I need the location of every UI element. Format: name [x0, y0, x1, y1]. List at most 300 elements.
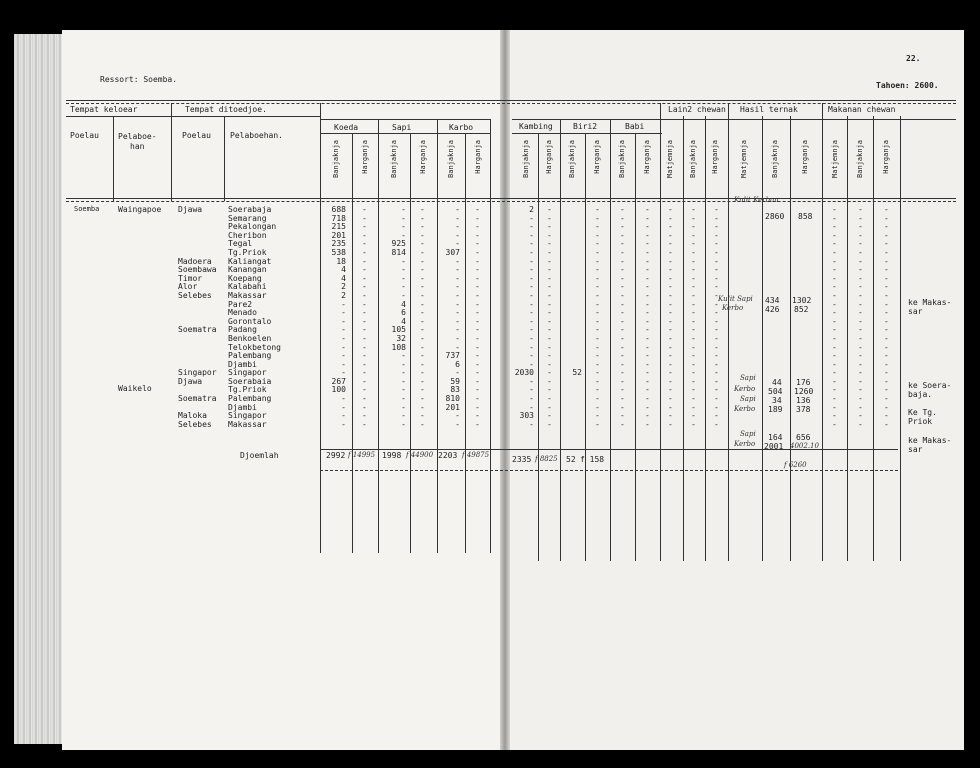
cell: Soematra [178, 325, 217, 335]
cell: - [832, 205, 837, 214]
cell: - [341, 342, 346, 352]
cell: - [714, 385, 719, 395]
cell: - [420, 265, 425, 275]
cell: - [362, 213, 367, 223]
cell: - [420, 205, 425, 214]
cell: - [884, 359, 889, 369]
vh-babi-h: Harganja [643, 140, 651, 174]
hasil-note-3b: Kerbo [734, 385, 756, 393]
cell: - [595, 385, 600, 395]
cell: - [858, 239, 863, 249]
cell: - [714, 239, 719, 249]
cell: Soematra [178, 394, 217, 404]
cell: - [668, 205, 673, 214]
cell: - [858, 299, 863, 309]
cell: - [595, 205, 600, 214]
karbo-banjaknja-column [440, 206, 460, 429]
cell: - [547, 351, 552, 361]
cell: - [475, 222, 480, 232]
cell: - [832, 411, 837, 421]
cell: - [714, 419, 719, 429]
cell: - [714, 308, 719, 318]
hdr-makanan: Makanan chewan [828, 105, 896, 114]
hasil-b-2: 434 [765, 296, 780, 305]
cell [178, 335, 217, 344]
cell: - [547, 385, 552, 395]
cell: 4 [401, 316, 406, 326]
cell: - [884, 351, 889, 361]
hdr-babi: Babi [625, 122, 645, 131]
cell: - [714, 359, 719, 369]
hasil-b-5: 504 [768, 387, 783, 396]
cell: - [620, 222, 625, 232]
hasil-b-9: 2001 [764, 442, 784, 451]
cell: Palembang [228, 394, 272, 404]
sapi-banjaknja-column [382, 206, 406, 429]
vline-6 [378, 119, 379, 553]
cell: - [714, 290, 719, 300]
hasil-note-4a: Sapi [740, 395, 756, 403]
cell: - [455, 419, 460, 429]
cell: - [529, 256, 534, 266]
cell: Madoera [178, 256, 212, 266]
cell: - [832, 247, 837, 257]
cell: Benkoelen [228, 333, 272, 343]
cell: - [858, 411, 863, 421]
cell: - [362, 273, 367, 283]
cell: - [832, 239, 837, 249]
total-koeda-h: f 14995 [348, 451, 376, 459]
total-biri-b: 52 [566, 455, 576, 464]
cell: 83 [450, 385, 460, 395]
cell: - [620, 239, 625, 249]
cell: - [475, 376, 480, 386]
cell [178, 309, 217, 318]
cell: - [832, 265, 837, 275]
cell: - [668, 411, 673, 421]
cell: - [362, 222, 367, 232]
cell: - [691, 368, 696, 378]
cell: - [714, 351, 719, 361]
cell: - [832, 213, 837, 223]
cell: - [475, 411, 480, 421]
cell: Telokbetong [228, 342, 281, 352]
vh-karbo-b: Banjaknja [447, 140, 455, 178]
cell: - [595, 376, 600, 386]
cell: - [547, 256, 552, 266]
cell: - [529, 402, 534, 412]
cell: - [645, 290, 650, 300]
cell: - [595, 333, 600, 343]
cell: - [714, 411, 719, 421]
hdr-tempat-keloear: Tempat keloear [70, 105, 138, 114]
cell: - [420, 376, 425, 386]
cell: - [420, 222, 425, 232]
cell: - [884, 402, 889, 412]
cell: Kaliangat [228, 256, 272, 266]
cell: - [714, 325, 719, 335]
cell: 538 [331, 247, 346, 257]
cell: Kanangan [228, 265, 267, 275]
cell: - [362, 239, 367, 249]
cell: - [401, 411, 406, 421]
cell: - [547, 333, 552, 343]
cell: - [420, 368, 425, 378]
kambing-banjaknja-column [510, 206, 534, 429]
cell: - [620, 402, 625, 412]
cell [178, 352, 217, 361]
cell: - [420, 359, 425, 369]
cell: - [668, 230, 673, 240]
cell: - [714, 316, 719, 326]
cell: - [858, 265, 863, 275]
cell: - [341, 333, 346, 343]
hasil-note-4b: Kerbo [734, 405, 756, 413]
cell: Kalabahi [228, 282, 267, 292]
cell: Selebes [178, 419, 212, 429]
cell: - [362, 290, 367, 300]
cell: - [455, 265, 460, 275]
cell: - [341, 419, 346, 429]
cell: - [668, 256, 673, 266]
vh-lain-h: Harganja [711, 140, 719, 174]
cell: - [362, 359, 367, 369]
cell: - [620, 265, 625, 275]
dest-pelaboehan-column [228, 206, 281, 429]
cell: - [547, 265, 552, 275]
cell: - [691, 239, 696, 249]
cell: - [475, 213, 480, 223]
cell: Djawa [178, 376, 203, 386]
cell: - [714, 205, 719, 214]
cell: - [362, 385, 367, 395]
cell: - [620, 316, 625, 326]
cell: - [362, 316, 367, 326]
cell: - [475, 247, 480, 257]
cell: - [832, 222, 837, 232]
cell: 2 [529, 205, 534, 214]
cell: 32 [396, 333, 406, 343]
vline-20 [762, 116, 763, 561]
vline-22 [822, 103, 823, 561]
vh-lain-m: Matjemnja [666, 140, 674, 178]
rule-top [66, 100, 956, 101]
cell: - [691, 273, 696, 283]
cell: - [645, 282, 650, 292]
cell: - [620, 333, 625, 343]
total-hasil-h: f 6260 [784, 461, 807, 469]
cell: 2 [341, 282, 346, 292]
cell: - [832, 342, 837, 352]
cell: - [620, 385, 625, 395]
cell: - [691, 419, 696, 429]
cell: - [884, 308, 889, 318]
cell: - [884, 213, 889, 223]
hasil-note-5a: Sapi [740, 430, 756, 438]
cell: - [620, 376, 625, 386]
cell: - [884, 247, 889, 257]
cell: - [529, 299, 534, 309]
cell: - [884, 376, 889, 386]
cell: - [645, 256, 650, 266]
cell: 105 [391, 325, 406, 335]
cell: - [362, 419, 367, 429]
cell: 688 [331, 205, 346, 214]
cell: - [714, 342, 719, 352]
makanan-banjak-column [858, 206, 863, 429]
cell: - [620, 247, 625, 257]
cell: - [475, 333, 480, 343]
cell: - [832, 402, 837, 412]
cell: - [475, 256, 480, 266]
cell: - [620, 394, 625, 404]
cell: - [858, 230, 863, 240]
cell: - [884, 282, 889, 292]
cell: - [455, 205, 460, 214]
cell: - [884, 230, 889, 240]
vline-17 [683, 116, 684, 561]
cell: - [547, 273, 552, 283]
cell: - [668, 342, 673, 352]
cell: - [475, 265, 480, 275]
cell: - [362, 368, 367, 378]
cell: Singapor [228, 411, 267, 421]
vline-18 [705, 116, 706, 561]
origin-pelaboehan-1: Waingapoe [118, 205, 162, 214]
hasil-h-3: 852 [794, 305, 809, 314]
biri-banjaknja-column [562, 206, 582, 429]
cell: - [475, 273, 480, 283]
cell: - [341, 316, 346, 326]
cell: Menado [228, 308, 257, 318]
cell: - [714, 299, 719, 309]
cell: - [475, 351, 480, 361]
total-karbo-h: f 49875 [462, 451, 490, 459]
cell: - [362, 308, 367, 318]
hasil-note-2b: Kerbo [722, 304, 744, 312]
cell: Semarang [228, 213, 267, 223]
cell [178, 301, 217, 310]
cell: - [362, 247, 367, 257]
cell: - [858, 290, 863, 300]
cell: - [884, 273, 889, 283]
cell: - [832, 325, 837, 335]
cell: - [858, 325, 863, 335]
cell: - [547, 239, 552, 249]
cell: - [668, 273, 673, 283]
cell: - [691, 230, 696, 240]
cell: - [420, 325, 425, 335]
cell: - [714, 230, 719, 240]
cell: - [620, 213, 625, 223]
cell: - [645, 308, 650, 318]
cell: - [475, 402, 480, 412]
cell: - [455, 213, 460, 223]
cell: 925 [391, 239, 406, 249]
cell: - [832, 385, 837, 395]
cell: - [420, 299, 425, 309]
cell: - [455, 222, 460, 232]
cell: - [858, 368, 863, 378]
hdr-sapi: Sapi [392, 123, 412, 132]
cell: - [529, 316, 534, 326]
lain-harga-column [714, 206, 719, 429]
cell: - [858, 333, 863, 343]
cell: - [420, 333, 425, 343]
cell: - [884, 411, 889, 421]
cell: - [832, 419, 837, 429]
cell: - [420, 316, 425, 326]
vline-19 [728, 103, 729, 561]
cell: - [595, 359, 600, 369]
total-kambing-h: f 8825 [535, 455, 558, 463]
cell: - [620, 411, 625, 421]
cell: - [595, 230, 600, 240]
cell: - [620, 419, 625, 429]
cell: - [691, 222, 696, 232]
cell: - [401, 282, 406, 292]
cell: - [529, 230, 534, 240]
vline-9 [465, 133, 466, 553]
hdr-poelau-2: Poelau [182, 131, 211, 140]
cell: - [401, 290, 406, 300]
cell: - [714, 376, 719, 386]
cell: - [832, 256, 837, 266]
cell: - [475, 282, 480, 292]
cell: - [858, 256, 863, 266]
babi-harganja-column [645, 206, 650, 429]
cell: Gorontalo [228, 316, 272, 326]
vline-1 [113, 116, 114, 201]
hasil-b-6: 34 [772, 396, 782, 405]
cell: - [455, 230, 460, 240]
cell: - [455, 325, 460, 335]
cell: - [475, 342, 480, 352]
cell: 6 [401, 308, 406, 318]
cell: 52 [572, 368, 582, 378]
vh-hasil-h: Harganja [801, 140, 809, 174]
cell: - [858, 282, 863, 292]
cell: - [362, 299, 367, 309]
cell: - [341, 402, 346, 412]
vh-karbo-h: Harganja [474, 140, 482, 174]
cell: - [668, 402, 673, 412]
vh-koeda-b: Banjaknja [332, 140, 340, 178]
cell: - [645, 419, 650, 429]
cell: - [362, 351, 367, 361]
cell: - [401, 376, 406, 386]
vline-12 [560, 119, 561, 561]
cell: 201 [331, 230, 346, 240]
cell: Makassar [228, 419, 267, 429]
origin-poelau: Soemba [74, 205, 100, 213]
cell: - [475, 205, 480, 214]
cell: - [595, 316, 600, 326]
cell: - [529, 265, 534, 275]
cell: - [420, 273, 425, 283]
cell: - [691, 411, 696, 421]
cell: - [455, 308, 460, 318]
cell: - [884, 342, 889, 352]
vh-hasil-b: Banjaknja [771, 140, 779, 178]
hdr-koeda: Koeda [334, 123, 359, 132]
cell: 718 [331, 213, 346, 223]
book-spine [500, 30, 510, 750]
cell: - [401, 359, 406, 369]
cell: - [341, 411, 346, 421]
cell: - [420, 411, 425, 421]
cell: - [401, 213, 406, 223]
lain-matjem-column [668, 206, 673, 429]
cell: - [668, 265, 673, 275]
total-kambing-b: 2335 [512, 455, 532, 464]
cell: - [362, 342, 367, 352]
cell: - [529, 394, 534, 404]
vline-5 [352, 133, 353, 553]
cell: - [832, 230, 837, 240]
cell: - [475, 239, 480, 249]
cell: 814 [391, 247, 406, 257]
cell: - [401, 402, 406, 412]
vline-16 [660, 103, 661, 561]
cell: - [668, 299, 673, 309]
cell: - [547, 316, 552, 326]
cell: - [362, 394, 367, 404]
vh-babi-b: Banjaknja [618, 140, 626, 178]
total-sapi-h: f 44900 [406, 451, 434, 459]
cell: - [362, 205, 367, 214]
cell: - [832, 376, 837, 386]
cell: - [455, 256, 460, 266]
cell: - [620, 230, 625, 240]
cell: - [547, 411, 552, 421]
hasil-h-7: 378 [796, 405, 811, 414]
hdr-kambing: Kambing [519, 122, 553, 131]
cell: - [595, 402, 600, 412]
cell: - [420, 256, 425, 266]
hasil-b-7: 189 [768, 405, 783, 414]
cell: - [858, 222, 863, 232]
cell: 59 [450, 376, 460, 386]
cell: - [714, 368, 719, 378]
cell: - [668, 333, 673, 343]
cell: 4 [341, 273, 346, 283]
hdr-biri2: Biri2 [573, 122, 598, 131]
cell: 215 [331, 222, 346, 232]
cell: - [547, 368, 552, 378]
cell: - [884, 419, 889, 429]
vh-hasil-m: Matjemnja [740, 140, 748, 178]
cell: - [420, 419, 425, 429]
cell [178, 223, 217, 232]
cell: - [401, 265, 406, 275]
vh-sapi-b: Banjaknja [390, 140, 398, 178]
cell: Padang [228, 325, 257, 335]
cell: - [691, 316, 696, 326]
cell: - [645, 368, 650, 378]
makanan-harga-column [884, 206, 889, 429]
cell: Maloka [178, 411, 207, 421]
cell: - [529, 359, 534, 369]
cell: - [455, 333, 460, 343]
cell: Cheribon [228, 230, 267, 240]
cell: - [884, 325, 889, 335]
cell: - [547, 299, 552, 309]
cell: - [884, 368, 889, 378]
cell: - [595, 290, 600, 300]
cell: - [645, 273, 650, 283]
cell: - [547, 359, 552, 369]
